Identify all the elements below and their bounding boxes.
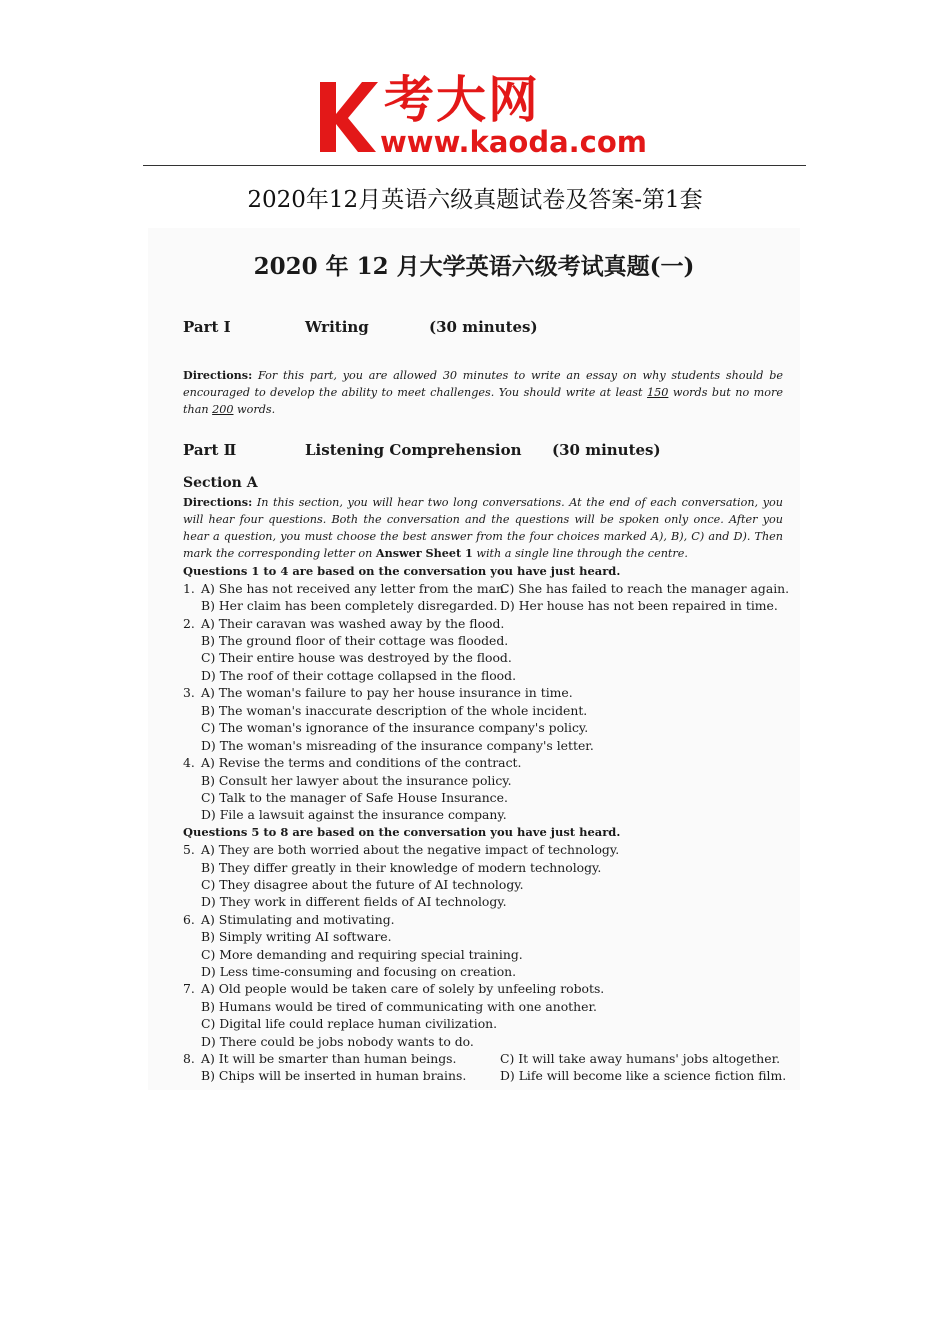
option-c: C) More demanding and requiring special training. xyxy=(201,947,523,962)
exam-scan xyxy=(148,228,800,1090)
option-c: C) Talk to the manager of Safe House Insurance. xyxy=(201,790,508,805)
option-b: B) They differ greatly in their knowledge of modern technology. xyxy=(201,860,602,875)
option-c: C) Digital life could replace human civilization. xyxy=(201,1016,498,1031)
option-a: A) Stimulating and motivating. xyxy=(201,912,395,927)
directions-label: Directions: xyxy=(183,368,253,382)
option-b: B) The ground floor of their cottage was flooded. xyxy=(201,633,509,648)
directions-text-end: with a single line through the centre. xyxy=(472,547,688,560)
option-a: A) Their caravan was washed away by the flood. xyxy=(201,616,505,631)
option-b: B) Simply writing AI software. xyxy=(201,929,392,944)
question-number: 4. xyxy=(183,755,195,770)
directions-text-end: words. xyxy=(233,403,276,416)
part2-time: (30 minutes) xyxy=(552,441,661,459)
directions-label: Directions: xyxy=(183,495,253,509)
option-b: B) Her claim has been completely disregarded. xyxy=(201,598,498,613)
option-c: C) The woman's ignorance of the insurance company's policy. xyxy=(201,720,589,735)
logo-chinese-text: 考大网 xyxy=(384,71,540,129)
question-number: 8. xyxy=(183,1051,195,1066)
option-a: A) They are both worried about the negative impact of technology. xyxy=(201,842,620,857)
option-c: C) She has failed to reach the manager again. xyxy=(500,581,790,596)
part1-time: (30 minutes) xyxy=(429,318,538,336)
option-a: A) The woman's failure to pay her house insurance in time. xyxy=(201,685,573,700)
option-a: A) She has not received any letter from the man. xyxy=(201,581,508,596)
exam-title: 2020 年 12 月大学英语六级考试真题(一) xyxy=(253,253,695,280)
word-max: 200 xyxy=(212,403,234,416)
questions-1-4-heading: Questions 1 to 4 are based on the conversation you have just heard. xyxy=(183,564,621,578)
part1-directions xyxy=(183,367,783,418)
option-d: D) Less time-consuming and focusing on creation. xyxy=(201,964,517,979)
k-logo-icon xyxy=(318,78,380,156)
question-number: 1. xyxy=(183,581,195,596)
option-d: D) There could be jobs nobody wants to do. xyxy=(201,1034,474,1049)
questions-5-8-heading: Questions 5 to 8 are based on the conversation you have just heard. xyxy=(183,825,621,839)
option-b: B) Chips will be inserted in human brains. xyxy=(201,1068,467,1083)
question-number: 6. xyxy=(183,912,195,927)
part1-name: Writing xyxy=(305,318,369,336)
option-b: B) Consult her lawyer about the insurance policy. xyxy=(201,773,512,788)
option-a: A) Revise the terms and conditions of the contract. xyxy=(201,755,522,770)
option-c: C) Their entire house was destroyed by the flood. xyxy=(201,650,512,665)
part2-name: Listening Comprehension xyxy=(305,441,522,459)
option-d: D) File a lawsuit against the insurance company. xyxy=(201,807,507,822)
question-number: 5. xyxy=(183,842,195,857)
question-number: 7. xyxy=(183,981,195,996)
option-d: D) The roof of their cottage collapsed in the flood. xyxy=(201,668,517,683)
part2-directions xyxy=(183,494,783,562)
option-d: D) The woman's misreading of the insurance company's letter. xyxy=(201,738,594,753)
question-number: 3. xyxy=(183,685,195,700)
option-c: C) They disagree about the future of AI technology. xyxy=(201,877,524,892)
option-c: C) It will take away humans' jobs altogether. xyxy=(500,1051,781,1066)
option-b: B) Humans would be tired of communicating with one another. xyxy=(201,999,597,1014)
part2-label: Part Ⅱ xyxy=(183,441,237,459)
option-a: A) Old people would be taken care of solely by unfeeling robots. xyxy=(201,981,605,996)
answer-sheet-label: Answer Sheet 1 xyxy=(375,546,473,560)
header-divider xyxy=(143,165,806,166)
directions-text: For this part, you are allowed 30 minutes to write an essay on why students should be encouraged to develop the ability to meet challenges. You should write at least xyxy=(183,369,783,399)
option-d: D) Her house has not been repaired in time. xyxy=(500,598,778,613)
question-number: 2. xyxy=(183,616,195,631)
logo-url-text: www.kaoda.com xyxy=(380,125,647,159)
directions-text-middle: words but no more than xyxy=(183,386,783,416)
part1-label: Part Ⅰ xyxy=(183,318,231,336)
site-logo[interactable] xyxy=(318,72,648,160)
word-min: 150 xyxy=(647,386,669,399)
document-title: 2020年12月英语六级真题试卷及答案-第1套 xyxy=(247,187,703,213)
option-a: A) It will be smarter than human beings. xyxy=(201,1051,457,1066)
option-b: B) The woman's inaccurate description of the whole incident. xyxy=(201,703,588,718)
section-a-heading: Section A xyxy=(183,475,258,491)
option-d: D) Life will become like a science fiction film. xyxy=(500,1068,787,1083)
option-d: D) They work in different fields of AI technology. xyxy=(201,894,507,909)
directions-text: In this section, you will hear two long conversations. At the end of each conversation, you will hear four questions. Both the conversation and the questions will be spoken only once. After you hear a question, you must choose the best answer from the four choices marked A), B), C) and D). Then mark the corresponding letter on xyxy=(183,496,783,560)
